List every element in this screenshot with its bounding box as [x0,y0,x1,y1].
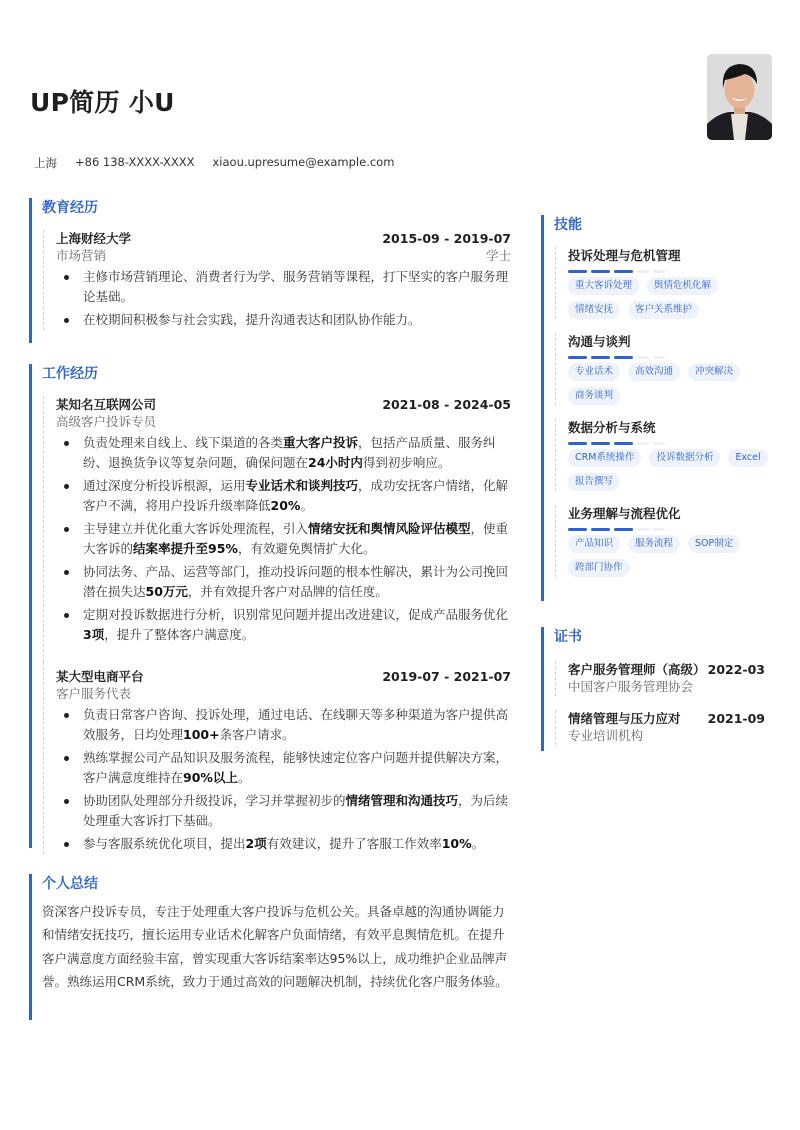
certificate-name: 情绪管理与压力应对 [568,711,681,726]
contact-info [34,155,394,171]
education-entry [43,230,511,330]
section-title-work: 工作经历 [42,366,98,382]
work-entry [43,662,511,854]
skill-tag: 跨部门协作 [568,559,630,577]
certificate-name: 客户服务管理师（高级） [568,662,706,677]
work-bullets [56,705,511,854]
candidate-name: UP简历 小U [30,88,175,117]
skill-level-bar [568,528,781,531]
skill-tags [568,277,768,319]
skill-tag: 情绪安抚 [568,301,620,319]
skill-level-bar [568,270,781,273]
certificate-date: 2021-09 [707,711,765,726]
bullet-item: 定期对投诉数据进行分析，识别常见问题并提出改进建议，促成产品服务优化3项，提升了整体客户满意度。 [56,605,511,645]
certificate-date: 2022-03 [707,662,765,677]
skill-tag: 客户关系维护 [628,301,699,319]
profile-photo-icon [707,54,772,140]
skill-tag: 商务谈判 [568,387,620,405]
skill-tag: 重大客诉处理 [568,277,639,295]
bullet-item: 协助团队处理部分升级投诉，学习并掌握初步的情绪管理和沟通技巧，为后续处理重大客诉打下基础。 [56,791,511,831]
summary-text: 资深客户投诉专员，专注于处理重大客户投诉与危机公关。具备卓越的沟通协调能力和情绪安抚技巧，擅长运用专业话术化解客户负面情绪，有效平息舆情危机。在提升客户满意度方面经验丰富，曾实现重大客诉结案率达95%以上，成功维护企业品牌声誉。熟练运用CRM系统，致力于通过高效的问题解决机制，持续优化客户服务体验。 [42,904,508,990]
certificate-item [555,661,765,696]
skills-section [541,215,781,601]
degree: 学士 [485,248,511,263]
skill-level-bar [568,442,781,445]
skill-tag: CRM系统操作 [568,449,641,467]
skill-tag: 高效沟通 [628,363,680,381]
skill-tag: SOP制定 [688,535,740,553]
skill-tags [568,535,768,577]
certificate-issuer: 中国客户服务管理协会 [568,679,694,694]
bullet-item: 熟练掌握公司产品知识及服务流程，能够快速定位客户问题并提供解决方案，客户满意度维持在90%以上。 [56,748,511,788]
work-dates: 2021-08 - 2024-05 [382,397,511,412]
section-title-skills: 技能 [554,217,582,233]
bullet-item: 主导建立并优化重大客诉处理流程，引入情绪安抚和舆情风险评估模型，使重大客诉的结案率提升至95%，有效避免舆情扩大化。 [56,519,511,559]
skill-level-bar [568,356,781,359]
skill-group [555,333,781,405]
certificates-section [541,627,781,751]
skill-tag: 服务流程 [628,535,680,553]
section-title-summary: 个人总结 [42,876,98,892]
bullet-item: 协同法务、产品、运营等部门，推动投诉问题的根本性解决，累计为公司挽回潜在损失达50万元，并有效提升客户对品牌的信任度。 [56,562,511,602]
skills-list [544,247,781,577]
skill-tag: 专业话术 [568,363,620,381]
summary-section [29,874,511,1020]
bullet-item: 通过深度分析投诉根源，运用专业话术和谈判技巧，成功安抚客户情绪，化解客户不满，将用户投诉升级率降低20%。 [56,476,511,516]
bullet-item: 主修市场营销理论、消费者行为学、服务营销等课程，打下坚实的客户服务理论基础。 [56,267,511,307]
education-bullets [56,267,511,330]
company-name: 某知名互联网公司 [56,397,157,412]
bullet-item: 负责处理来自线上、线下渠道的各类重大客户投诉，包括产品质量、服务纠纷、退换货争议等复杂问题，确保问题在24小时内得到初步响应。 [56,433,511,473]
skill-name: 投诉处理与危机管理 [568,248,681,263]
skill-group [555,505,781,577]
work-bullets [56,433,511,645]
education-dates: 2015-09 - 2019-07 [382,231,511,246]
skill-tag: 报告撰写 [568,473,620,491]
skill-tag: 产品知识 [568,535,620,553]
skill-name: 业务理解与流程优化 [568,506,681,521]
skill-tag: 舆情危机化解 [647,277,718,295]
job-title: 客户服务代表 [56,686,132,701]
avatar [707,54,772,140]
skill-tags [568,449,768,491]
major: 市场营销 [56,248,107,263]
skill-tag: 投诉数据分析 [649,449,720,467]
email: xiaou.upresume@example.com [212,155,395,169]
certificate-item [555,710,765,745]
bullet-item: 参与客服系统优化项目，提出2项有效建议，提升了客服工作效率10%。 [56,834,511,854]
resume-header [0,0,800,180]
work-entry [43,396,511,662]
skill-name: 数据分析与系统 [568,420,656,435]
section-title-education: 教育经历 [42,200,98,216]
job-title: 高级客户投诉专员 [56,414,157,429]
school-name: 上海财经大学 [56,231,132,246]
section-title-certificates: 证书 [554,629,582,645]
certificate-list [544,661,781,745]
skill-tag: 冲突解决 [688,363,740,381]
location: 上海 [34,156,57,170]
skill-name: 沟通与谈判 [568,334,631,349]
bullet-item: 在校期间积极参与社会实践，提升沟通表达和团队协作能力。 [56,310,511,330]
company-name: 某大型电商平台 [56,669,144,684]
skill-tags [568,363,768,405]
skill-tag: Excel [728,449,767,467]
certificate-issuer: 专业培训机构 [568,728,644,743]
work-dates: 2019-07 - 2021-07 [382,669,511,684]
bullet-item: 负责日常客户咨询、投诉处理，通过电话、在线聊天等多种渠道为客户提供高效服务，日均处理100+条客户请求。 [56,705,511,745]
skill-group [555,419,781,491]
work-section [29,364,511,851]
skill-group [555,247,781,319]
phone: +86 138-XXXX-XXXX [75,155,195,169]
education-section [29,198,511,343]
